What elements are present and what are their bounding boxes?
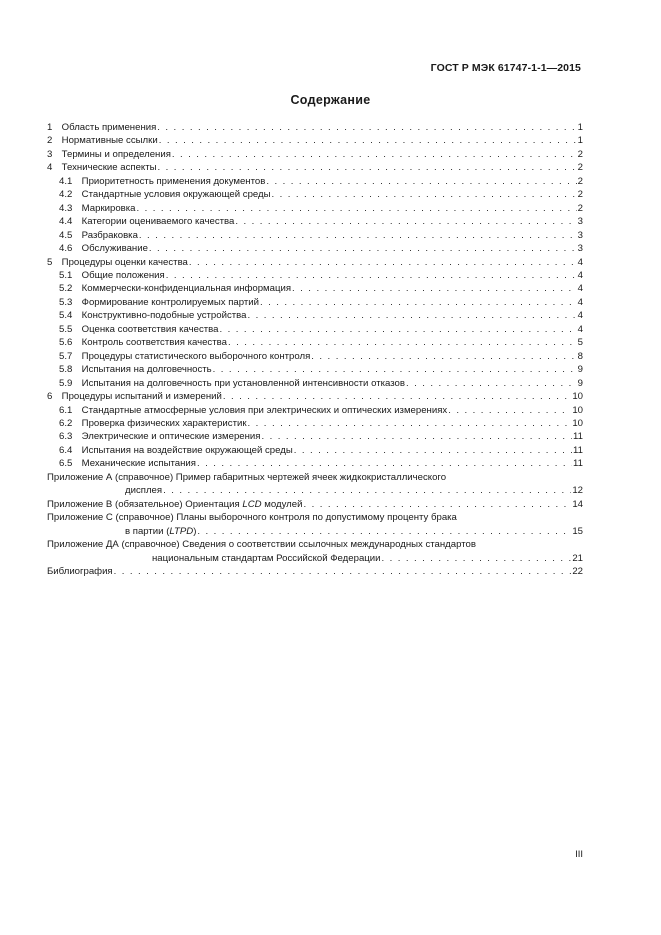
toc-entry-text: Общие положения xyxy=(81,269,165,281)
toc-entry-text: Процедуры оценки качества xyxy=(61,256,188,268)
toc-entry-page: 4 xyxy=(577,323,583,335)
toc-entry-page: 22 xyxy=(572,565,583,577)
toc-entry-text: Испытания на долговечность при установленной интенсивности отказов xyxy=(81,377,405,389)
toc-appendix-c[interactable] xyxy=(47,511,583,524)
toc-entry-4-5[interactable]: 4.5 Разбраковка . . . 3 xyxy=(47,229,583,242)
toc-entry-text: Процедуры испытаний и измерений xyxy=(61,391,222,403)
toc-entry-text: Коммерчески-конфиденциальная информация xyxy=(81,283,292,295)
toc-entry-text: Технические аспекты xyxy=(61,162,157,174)
toc-entry-page: 1 xyxy=(577,122,583,133)
toc-entry-5[interactable]: 5 Процедуры оценки качества . . . 4 xyxy=(47,256,583,269)
toc-entry-4-1[interactable]: 4.1 Приоритетность применения документов . . . 2 xyxy=(47,175,583,188)
toc-entry-text: Библиография xyxy=(47,565,113,577)
toc-entry-text: Область применения xyxy=(61,122,157,133)
toc-entry-4-2[interactable]: 4.2 Стандартные условия окружающей среды . . . 2 xyxy=(47,188,583,201)
toc-entry-4[interactable]: 4 Технические аспекты . . . 2 xyxy=(47,161,583,174)
toc-entry-text: Приложение А (справочное) Пример габаритных чертежей ячеек жидкокристаллического xyxy=(47,471,447,483)
toc-entry-page: 4 xyxy=(577,283,583,295)
toc-entry-text: Приложение В (обязательное) Ориентация LCD модулей xyxy=(47,498,303,510)
toc-entry-text: Стандартные атмосферные условия при электрических и оптических измерениях xyxy=(81,404,448,416)
toc-entry-4-4[interactable]: 4.4 Категории оцениваемого качества . . . 3 xyxy=(47,215,583,228)
toc-entry-page: 21 xyxy=(572,552,583,564)
toc-entry-text: в партии (LTPD) xyxy=(125,525,197,537)
toc-entry-text: Контроль соответствия качества xyxy=(81,337,227,349)
toc-entry-text: Формирование контролируемых партий xyxy=(81,296,259,308)
toc-entry-text: Процедуры статистического выборочного контроля xyxy=(81,350,311,362)
toc-entry-page: 1 xyxy=(577,135,583,147)
toc-appendix-da-cont[interactable] xyxy=(47,552,583,565)
toc-entry-page: 8 xyxy=(577,350,583,362)
toc-entry-4-3[interactable]: 4.3 Маркировка . . . 2 xyxy=(47,202,583,215)
toc-entry-page: 9 xyxy=(577,377,583,389)
toc-entry-5-1[interactable]: 5.1 Общие положения . . . 4 xyxy=(47,269,583,282)
toc-entry-page: 2 xyxy=(577,162,583,174)
toc-entry-page: 10 xyxy=(572,417,583,429)
toc-entry-text: Стандартные условия окружающей среды xyxy=(81,189,271,201)
toc-entry-page: 3 xyxy=(577,229,583,241)
page-number: III xyxy=(575,849,583,860)
toc-entry-page: 4 xyxy=(577,269,583,281)
toc-entry-page: 10 xyxy=(572,404,583,416)
toc-entry-text: Испытания на долговечность xyxy=(81,364,212,376)
toc-entry-text: Оценка соответствия качества xyxy=(81,323,219,335)
toc-entry-5-8[interactable]: 5.8 Испытания на долговечность . . . 9 xyxy=(47,363,583,376)
toc-entry-6-3[interactable]: 6.3 Электрические и оптические измерения . . . 11 xyxy=(47,430,583,443)
document-standard-header: ГОСТ Р МЭК 61747-1-1—2015 xyxy=(430,62,581,74)
toc-entry-text: национальным стандартам Российской Федерации xyxy=(152,552,381,564)
toc-appendix-da[interactable] xyxy=(47,538,583,551)
toc-entry-page: 15 xyxy=(572,525,583,537)
toc-entry-page: 5 xyxy=(577,337,583,349)
toc-entry-text: Маркировка xyxy=(81,202,136,214)
toc-entry-page: 11 xyxy=(573,458,583,470)
toc-entry-text: Категории оцениваемого качества xyxy=(81,216,235,228)
toc-entry-page: 12 xyxy=(572,485,583,497)
toc-entry-page: 4 xyxy=(577,296,583,308)
toc-entry-3[interactable]: 3 Термины и определения . . . 2 xyxy=(47,148,583,161)
toc-entry-2[interactable]: 2 Нормативные ссылки . . . 1 xyxy=(47,134,583,147)
toc-entry-5-9[interactable]: 5.9 Испытания на долговечность при установленной интенсивности отказов . . . 9 xyxy=(47,377,583,390)
toc-entry-5-4[interactable]: 5.4 Конструктивно-подобные устройства . . . 4 xyxy=(47,309,583,322)
toc-entry-text: Термины и определения xyxy=(61,148,171,160)
table-of-contents xyxy=(47,121,583,578)
toc-entry-text: Разбраковка xyxy=(81,229,138,241)
toc-entry-text: Механические испытания xyxy=(81,458,196,470)
toc-entry-page: 4 xyxy=(577,310,583,322)
toc-bibliography[interactable] xyxy=(47,565,583,578)
toc-entry-5-5[interactable]: 5.5 Оценка соответствия качества . . . 4 xyxy=(47,323,583,336)
toc-entry-5-3[interactable]: 5.3 Формирование контролируемых партий . . . 4 xyxy=(47,296,583,309)
toc-entry-page: 4 xyxy=(577,256,583,268)
toc-entry-page: 3 xyxy=(577,243,583,255)
toc-entry-6-4[interactable]: 6.4 Испытания на воздействие окружающей среды . . . 11 xyxy=(47,444,583,457)
toc-entry-5-2[interactable]: 5.2 Коммерчески-конфиденциальная информация . . . 4 xyxy=(47,282,583,295)
toc-entry-5-6[interactable]: 5.6 Контроль соответствия качества . . . 5 xyxy=(47,336,583,349)
toc-entry-page: 2 xyxy=(577,148,583,160)
toc-entry-page: 2 xyxy=(577,202,583,214)
toc-entry-page: 2 xyxy=(577,175,583,187)
toc-entry-page: 2 xyxy=(577,189,583,201)
toc-entry-text: Обслуживание xyxy=(81,243,148,255)
toc-appendix-a-cont[interactable] xyxy=(47,484,583,497)
toc-entry-6[interactable]: 6 Процедуры испытаний и измерений . . . 10 xyxy=(47,390,583,403)
toc-appendix-c-cont[interactable] xyxy=(47,525,583,538)
toc-entry-text: Испытания на воздействие окружающей среды xyxy=(81,444,293,456)
toc-entry-page: 14 xyxy=(572,498,583,510)
toc-entry-6-5[interactable]: 6.5 Механические испытания . . . 11 xyxy=(47,457,583,470)
toc-entry-6-2[interactable]: 6.2 Проверка физических характеристик . . . 10 xyxy=(47,417,583,430)
toc-entry-text: дисплея xyxy=(125,485,163,497)
toc-entry-page: 3 xyxy=(577,216,583,228)
toc-appendix-b[interactable] xyxy=(47,498,583,511)
toc-entry-text: Приложение ДА (справочное) Сведения о соответствии ссылочных международных стандартов xyxy=(47,539,476,551)
toc-entry-6-1[interactable]: 6.1 Стандартные атмосферные условия при электрических и оптических измерениях . . . 10 xyxy=(47,404,583,417)
page-title: Содержание xyxy=(290,93,371,107)
toc-entry-page: 10 xyxy=(572,391,583,403)
toc-entry-4-6[interactable]: 4.6 Обслуживание . . . 3 xyxy=(47,242,583,255)
toc-entry-text: Нормативные ссылки xyxy=(61,135,158,147)
toc-entry-page: 9 xyxy=(577,364,583,376)
toc-entry-text: Проверка физических характеристик xyxy=(81,417,247,429)
toc-entry-page: 11 xyxy=(573,431,583,443)
toc-entry-page: 11 xyxy=(573,444,583,456)
toc-entry-1[interactable]: 1 Область применения . . . 1 xyxy=(47,121,583,134)
toc-entry-text: Приоритетность применения документов xyxy=(81,175,266,187)
toc-entry-text: Приложение С (справочное) Планы выборочного контроля по допустимому проценту брака xyxy=(47,512,457,524)
toc-entry-text: Конструктивно-подобные устройства xyxy=(81,310,247,322)
toc-entry-text: Электрические и оптические измерения xyxy=(81,431,261,443)
toc-appendix-a[interactable] xyxy=(47,471,583,484)
toc-entry-5-7[interactable]: 5.7 Процедуры статистического выборочного контроля . . . 8 xyxy=(47,350,583,363)
